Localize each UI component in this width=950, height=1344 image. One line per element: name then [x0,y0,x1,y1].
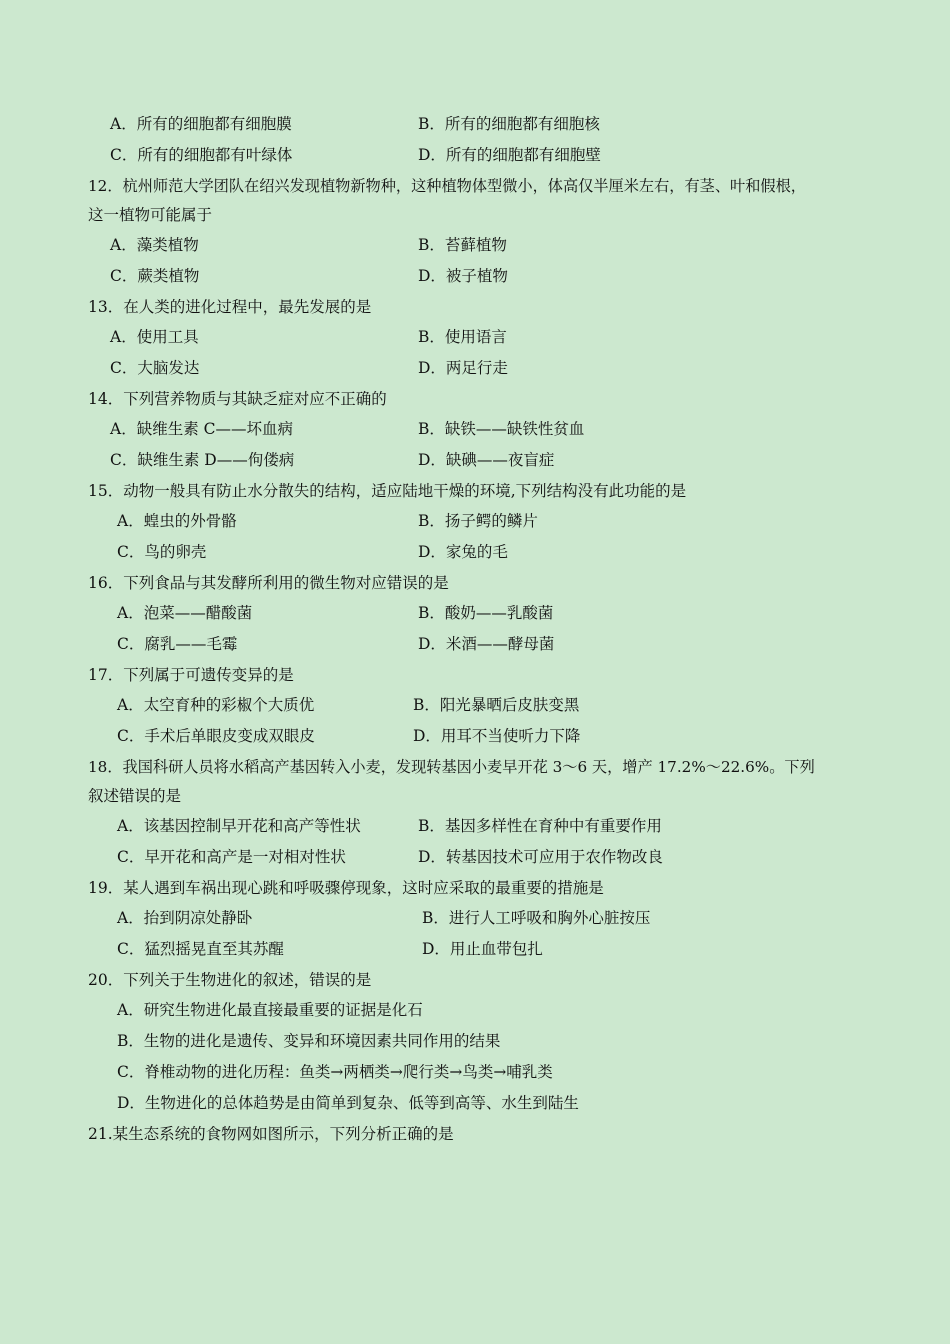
q13-option-b: B．使用语言 [418,328,507,346]
q15-option-c: C．鸟的卵壳 [117,543,207,561]
q11-option-d: D．所有的细胞都有细胞壁 [418,146,601,164]
q20-stem: 20．下列关于生物进化的叙述，错误的是 [88,971,372,989]
q14-option-b: B．缺铁——缺铁性贫血 [418,420,585,438]
q21-stem: 21.某生态系统的食物网如图所示，下列分析正确的是 [88,1125,454,1143]
q18-stem-line1: 18．我国科研人员将水稻高产基因转入小麦，发现转基因小麦早开花 3～6 天，增产 17.2%～22.6%。下列 [88,758,815,776]
q11-option-b: B．所有的细胞都有细胞核 [418,115,600,133]
q15-option-a: A．蝗虫的外骨骼 [117,512,237,530]
q18-option-c: C．早开花和高产是一对相对性状 [117,848,346,866]
q20-option-b: B．生物的进化是遗传、变异和环境因素共同作用的结果 [117,1032,501,1050]
q19-stem: 19．某人遇到车祸出现心跳和呼吸骤停现象，这时应采取的最重要的措施是 [88,879,604,897]
q19-option-b: B．进行人工呼吸和胸外心脏按压 [422,909,651,927]
q16-option-c: C．腐乳——毛霉 [117,635,238,653]
q14-option-c: C．缺维生素 D——佝偻病 [110,451,295,469]
q11-option-c: C．所有的细胞都有叶绿体 [110,146,293,164]
q13-option-a: A．使用工具 [110,328,199,346]
q12-option-b: B．苔藓植物 [418,236,507,254]
q12-stem-line1: 12．杭州师范大学团队在绍兴发现植物新物种，这种植物体型微小，体高仅半厘米左右，有茎、叶和假根， [88,177,806,195]
q13-option-d: D．两足行走 [418,359,508,377]
q16-option-b: B．酸奶——乳酸菌 [418,604,554,622]
q17-option-a: A．太空育种的彩椒个大质优 [117,696,315,714]
q20-option-a: A．研究生物进化最直接最重要的证据是化石 [117,1001,423,1019]
q14-option-d: D．缺碘——夜盲症 [418,451,555,469]
q11-option-a: A．所有的细胞都有细胞膜 [110,115,292,133]
q17-option-d: D．用耳不当使听力下降 [413,727,581,745]
q15-option-b: B．扬子鳄的鳞片 [418,512,538,530]
q16-option-a: A．泡菜——醋酸菌 [117,604,253,622]
q18-option-d: D．转基因技术可应用于农作物改良 [418,848,663,866]
q12-option-c: C．蕨类植物 [110,267,200,285]
q19-option-d: D．用止血带包扎 [422,940,543,958]
q14-stem: 14．下列营养物质与其缺乏症对应不正确的 [88,390,387,408]
q13-stem: 13．在人类的进化过程中，最先发展的是 [88,298,372,316]
q12-option-a: A．藻类植物 [110,236,199,254]
q16-stem: 16．下列食品与其发酵所利用的微生物对应错误的是 [88,574,449,592]
q19-option-a: A．抬到阴凉处静卧 [117,909,253,927]
q20-option-c: C．脊椎动物的进化历程：鱼类→两栖类→爬行类→鸟类→哺乳类 [117,1063,553,1081]
q15-stem: 15．动物一般具有防止水分散失的结构，适应陆地干燥的环境,下列结构没有此功能的是 [88,482,687,500]
q15-option-d: D．家兔的毛 [418,543,508,561]
q18-option-b: B．基因多样性在育种中有重要作用 [418,817,662,835]
q12-option-d: D．被子植物 [418,267,508,285]
q18-stem-line2: 叙述错误的是 [88,787,182,805]
q13-option-c: C．大脑发达 [110,359,200,377]
q20-option-d: D．生物进化的总体趋势是由简单到复杂、低等到高等、水生到陆生 [117,1094,579,1112]
q17-option-b: B．阳光暴晒后皮肤变黑 [413,696,580,714]
q12-stem-line2: 这一植物可能属于 [88,206,213,224]
q14-option-a: A．缺维生素 C——坏血病 [110,420,293,438]
q18-option-a: A．该基因控制早开花和高产等性状 [117,817,361,835]
q17-option-c: C．手术后单眼皮变成双眼皮 [117,727,315,745]
q17-stem: 17．下列属于可遗传变异的是 [88,666,294,684]
q16-option-d: D．米酒——酵母菌 [418,635,555,653]
q19-option-c: C．猛烈摇晃直至其苏醒 [117,940,284,958]
